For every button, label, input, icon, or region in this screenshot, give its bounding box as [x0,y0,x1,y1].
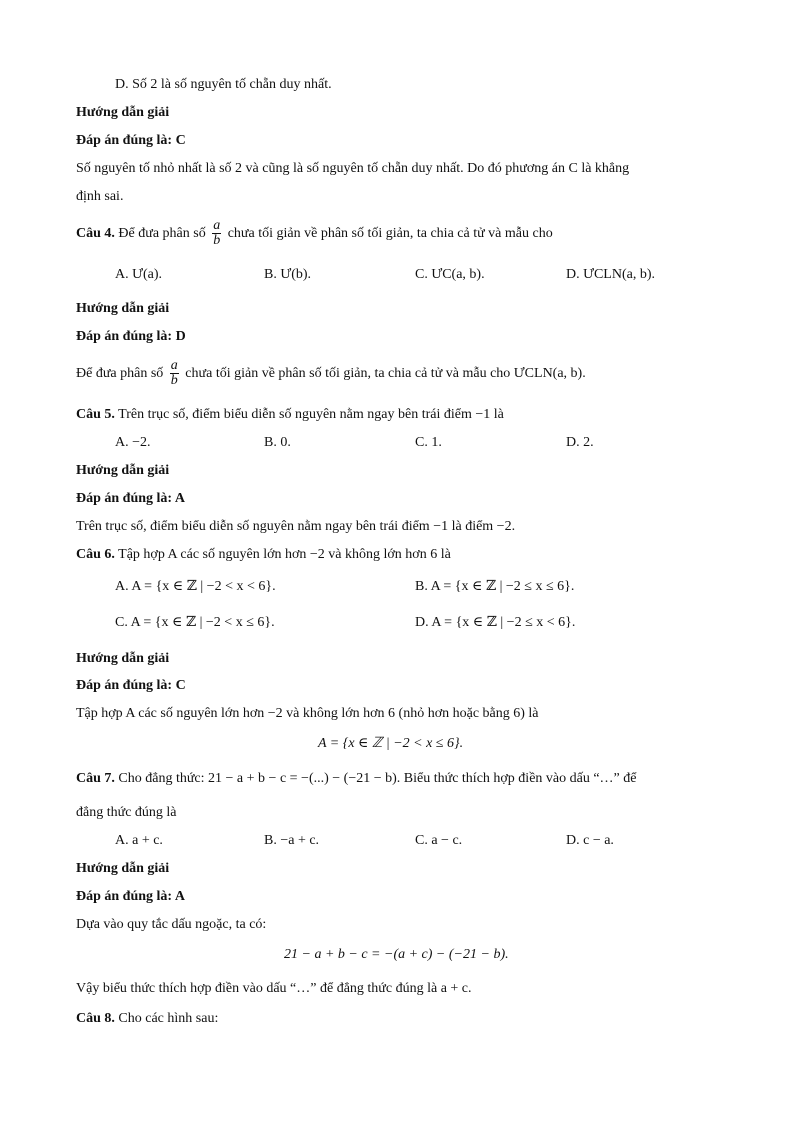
q6-question [76,546,451,564]
q5-text: Trên trục số, điểm biểu diễn số nguyên nằm ngay bên trái điểm −1 là [118,407,504,422]
fraction-a-over-b [170,359,179,388]
q7-answer: Đáp án đúng là: A [76,889,185,904]
q3-explanation-line2: định sai. [76,189,124,204]
q4-option-d: D. ƯCLN(a, b). [566,267,656,282]
q3-explanation-line1: Số nguyên tố nhỏ nhất là số 2 và cũng là số nguyên tố chẵn duy nhất. Do đó phương án C là khẳng [76,161,630,176]
q4-answer: Đáp án đúng là: D [76,329,186,344]
q7-explanation: Dựa vào quy tắc dấu ngoặc, ta có: [76,917,267,932]
q6-option-c: C. A = {x ∈ ℤ | −2 < x ≤ 6}. [115,615,275,630]
q7-label: Câu 7. [76,771,115,786]
q4-explanation [76,356,586,392]
q6-option-b: B. A = {x ∈ ℤ | −2 ≤ x ≤ 6}. [415,579,575,594]
q6-explanation: Tập hợp A các số nguyên lớn hơn −2 và không lớn hơn 6 (nhỏ hơn hoặc bằng 6) là [76,706,539,721]
q8-label: Câu 8. [76,1011,115,1026]
q7-option-c: C. a − c. [415,833,463,848]
q5-answer: Đáp án đúng là: A [76,491,185,506]
q6-guide-heading: Hướng dẫn giải [76,651,170,666]
q7-question [76,770,636,788]
q7-option-b: B. −a + c. [264,833,320,848]
q7-question-line2: đẳng thức đúng là [76,805,177,820]
q7-equation: 21 − a + b − c = −(a + c) − (−21 − b). [284,947,509,962]
q5-explanation: Trên trục số, điểm biểu diễn số nguyên nằm ngay bên trái điểm −1 là điểm −2. [76,519,516,534]
q5-option-c: C. 1. [415,435,442,450]
q3-guide-heading: Hướng dẫn giải [76,105,170,120]
frac-den: b [170,373,178,389]
q3-answer: Đáp án đúng là: C [76,133,186,148]
q5-option-a: A. −2. [115,435,151,450]
frac-num: a [213,218,221,234]
frac-den: b [213,233,221,249]
q5-guide-heading: Hướng dẫn giải [76,463,170,478]
q5-option-d: D. 2. [566,435,594,450]
q4-option-c: C. ƯC(a, b). [415,267,485,282]
q6-text: Tập hợp A các số nguyên lớn hơn −2 và không lớn hơn 6 là [118,547,451,562]
q4-exp-a: Để đưa phân số [76,366,164,381]
q6-label: Câu 6. [76,547,115,562]
q7-option-d: D. c − a. [566,833,614,848]
q5-label: Câu 5. [76,407,115,422]
q7-option-a: A. a + c. [115,833,163,848]
q7-conclusion: Vậy biểu thức thích hợp điền vào dấu “…” để đẳng thức đúng là a + c. [76,981,472,996]
q4-option-a: A. Ư(a). [115,267,163,282]
q5-question [76,406,504,424]
q4-text-a: Để đưa phân số [118,226,206,241]
q7-guide-heading: Hướng dẫn giải [76,861,170,876]
q4-text-b: chưa tối giản về phân số tối giản, ta chia cả tử và mẫu cho [227,226,553,241]
q8-question [76,1010,218,1028]
q4-label: Câu 4. [76,226,115,241]
q6-option-d: D. A = {x ∈ ℤ | −2 ≤ x < 6}. [415,615,576,630]
q5-option-b: B. 0. [264,435,291,450]
q8-text: Cho các hình sau: [118,1011,219,1026]
q6-option-a: A. A = {x ∈ ℤ | −2 < x < 6}. [115,579,276,594]
q4-exp-b: chưa tối giản về phân số tối giản, ta chia cả tử và mẫu cho ƯCLN(a, b). [185,366,586,381]
q6-set-equation: A = {x ∈ ℤ | −2 < x ≤ 6}. [318,736,464,751]
fraction-a-over-b [212,219,221,248]
q4-question [76,216,553,252]
q3-option-d: D. Số 2 là số nguyên tố chẵn duy nhất. [115,77,332,92]
frac-num: a [170,358,178,374]
q4-guide-heading: Hướng dẫn giải [76,301,170,316]
q7-text: Cho đẳng thức: 21 − a + b − c = −(...) − (−21 − b). Biểu thức thích hợp điền vào dấu “…” để [118,771,637,786]
q6-answer: Đáp án đúng là: C [76,678,186,693]
q4-option-b: B. Ư(b). [264,267,312,282]
